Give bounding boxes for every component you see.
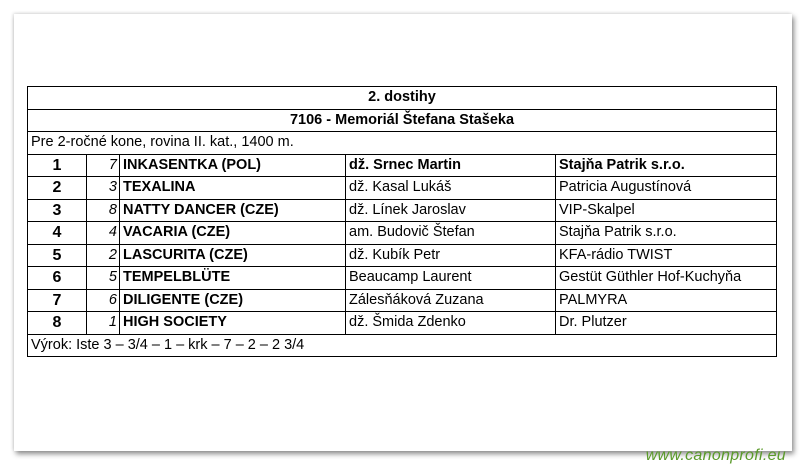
horse-name: VACARIA (CZE) bbox=[120, 222, 346, 245]
starting-number: 1 bbox=[87, 312, 120, 335]
jockey-name: dž. Srnec Martin bbox=[346, 154, 556, 177]
horse-name: HIGH SOCIETY bbox=[120, 312, 346, 335]
race-number-row bbox=[28, 87, 777, 110]
starting-number: 4 bbox=[87, 222, 120, 245]
horse-name: DILIGENTE (CZE) bbox=[120, 289, 346, 312]
race-name: 7106 - Memoriál Štefana Stašeka bbox=[28, 109, 777, 132]
jockey-name: dž. Kubík Petr bbox=[346, 244, 556, 267]
race-conditions: Pre 2-ročné kone, rovina II. kat., 1400 m. bbox=[28, 132, 777, 155]
finish-place: 4 bbox=[28, 222, 87, 245]
jockey-name: dž. Šmida Zdenko bbox=[346, 312, 556, 335]
finish-place: 2 bbox=[28, 177, 87, 200]
result-row bbox=[28, 199, 777, 222]
race-number-title: 2. dostihy bbox=[28, 87, 777, 110]
starting-number: 8 bbox=[87, 199, 120, 222]
horse-name: TEXALINA bbox=[120, 177, 346, 200]
horse-name: NATTY DANCER (CZE) bbox=[120, 199, 346, 222]
finish-place: 8 bbox=[28, 312, 87, 335]
starting-number: 6 bbox=[87, 289, 120, 312]
result-row bbox=[28, 312, 777, 335]
finish-place: 6 bbox=[28, 267, 87, 290]
owner-name: VIP-Skalpel bbox=[556, 199, 777, 222]
result-row bbox=[28, 154, 777, 177]
race-margins-row bbox=[28, 334, 777, 357]
race-conditions-row bbox=[28, 132, 777, 155]
result-row bbox=[28, 289, 777, 312]
result-row bbox=[28, 177, 777, 200]
race-margins: Výrok: Iste 3 – 3/4 – 1 – krk – 7 – 2 – 2 3/4 bbox=[28, 334, 777, 357]
owner-name: Stajňa Patrik s.r.o. bbox=[556, 222, 777, 245]
jockey-name: Zálesňáková Zuzana bbox=[346, 289, 556, 312]
race-name-row bbox=[28, 109, 777, 132]
finish-place: 3 bbox=[28, 199, 87, 222]
result-row bbox=[28, 244, 777, 267]
owner-name: Stajňa Patrik s.r.o. bbox=[556, 154, 777, 177]
owner-name: Gestüt Güthler Hof-Kuchyňa bbox=[556, 267, 777, 290]
owner-name: Patricia Augustínová bbox=[556, 177, 777, 200]
horse-name: LASCURITA (CZE) bbox=[120, 244, 346, 267]
starting-number: 2 bbox=[87, 244, 120, 267]
horse-name: TEMPELBLÜTE bbox=[120, 267, 346, 290]
horse-name: INKASENTKA (POL) bbox=[120, 154, 346, 177]
jockey-name: dž. Kasal Lukáš bbox=[346, 177, 556, 200]
finish-place: 1 bbox=[28, 154, 87, 177]
owner-name: KFA-rádio TWIST bbox=[556, 244, 777, 267]
finish-place: 7 bbox=[28, 289, 87, 312]
starting-number: 5 bbox=[87, 267, 120, 290]
starting-number: 7 bbox=[87, 154, 120, 177]
watermark-text: www.canonprofi.eu bbox=[645, 447, 786, 464]
jockey-name: dž. Línek Jaroslav bbox=[346, 199, 556, 222]
finish-place: 5 bbox=[28, 244, 87, 267]
jockey-name: Beaucamp Laurent bbox=[346, 267, 556, 290]
result-row bbox=[28, 267, 777, 290]
owner-name: Dr. Plutzer bbox=[556, 312, 777, 335]
starting-number: 3 bbox=[87, 177, 120, 200]
race-results-table bbox=[27, 86, 777, 357]
owner-name: PALMYRA bbox=[556, 289, 777, 312]
result-row bbox=[28, 222, 777, 245]
jockey-name: am. Budovič Štefan bbox=[346, 222, 556, 245]
